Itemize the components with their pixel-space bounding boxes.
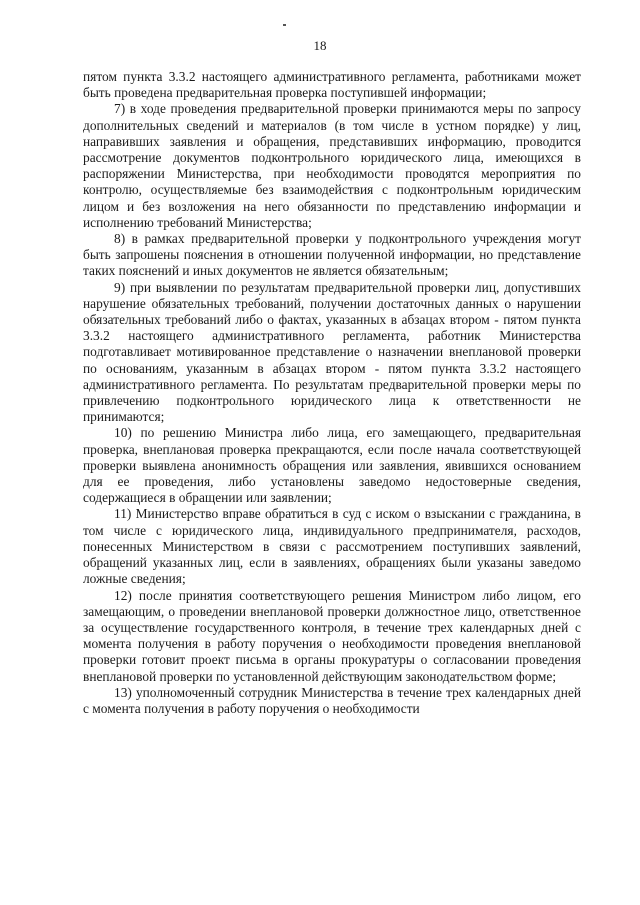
paragraph-continuation: пятом пункта 3.3.2 настоящего административного регламента, работниками может быть проведена предварительная проверка поступившей информации; [83, 69, 581, 101]
document-body [83, 69, 581, 717]
paragraph-item-11: 11) Министерство вправе обратиться в суд с иском о взыскании с гражданина, в том числе с юридического лица, индивидуального предпринимателя, расходов, понесенных Министерством в связи с рассмотрением поступивших заявлений, обращений указанных лиц, если в заявлениях, обращениях были указаны заведомо ложные сведения; [83, 506, 581, 587]
paragraph-item-8: 8) в рамках предварительной проверки у подконтрольного учреждения могут быть запрошены пояснения в отношении полученной информации, но представление таких пояснений и иных документов не является обязательным; [83, 231, 581, 279]
paragraph-item-9: 9) при выявлении по результатам предварительной проверки лиц, допустивших нарушение обязательных требований, получении достаточных данных о нарушении обязательных требований либо о фактах, указанных в абзацах втором - пятом пункта 3.3.2 настоящего административного регламента, работник Министерства подготавливает мотивированное представление о назначении внеплановой проверки по основаниям, указанным в абзацах втором - пятом пункта 3.3.2 настоящего административного регламента. По результатам предварительной проверки меры по привлечению подконтрольного юридического лица к ответственности не принимаются; [83, 279, 581, 425]
paragraph-item-12: 12) после принятия соответствующего решения Министром либо лицом, его замещающим, о проведении внеплановой проверки должностное лицо, ответственное за осуществление государственного контроля, в течение трех календарных дней с момента получения в работу поручения о необходимости проведения внеплановой проверки готовит проект письма в органы прокуратуры о согласовании проведения внеплановой проверки по установленной действующим законодательством форме; [83, 587, 581, 684]
paragraph-item-13: 13) уполномоченный сотрудник Министерства в течение трех календарных дней с момента получения в работу поручения о необходимости [83, 684, 581, 716]
paragraph-item-10: 10) по решению Министра либо лица, его замещающего, предварительная проверка, внеплановая проверка прекращаются, если после начала соответствующей проверки выявлена анонимность обращения или заявления, явившихся основанием для ее проведения, либо установлены заведомо недостоверные сведения, содержащиеся в обращении или заявлении; [83, 425, 581, 506]
paragraph-item-7: 7) в ходе проведения предварительной проверки принимаются меры по запросу дополнительных сведений и материалов (в том числе в устном порядке) у лиц, направивших заявления и обращения, представивших информацию, проводится рассмотрение документов подконтрольного юридического лица, имеющихся в распоряжении Министерства, при необходимости проводятся мероприятия по контролю, осуществляемые без взаимодействия с подконтрольным юридическим лицом и без возложения на него обязанности по представлению информации и исполнению требований Министерства; [83, 101, 581, 230]
scan-artifact-mark [283, 24, 286, 26]
page-number: 18 [313, 38, 327, 53]
